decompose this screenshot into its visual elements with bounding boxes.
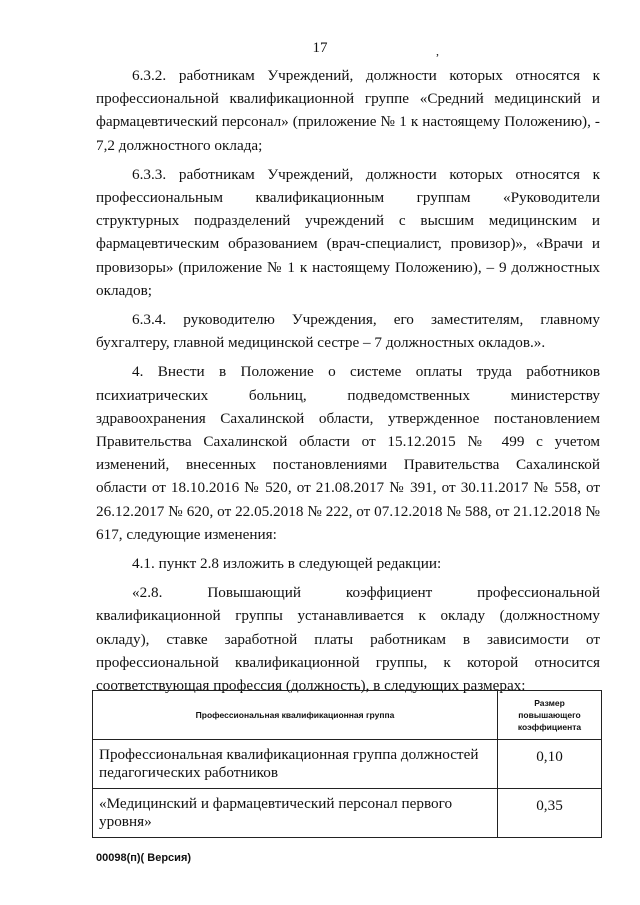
paragraph-6-3-4: 6.3.4. руководителю Учреждения, его заместителям, главному бухгалтеру, главной медицинской сестре – 7 должностных окладов.». xyxy=(96,311,600,352)
table-header-coefficient: Размер повышающего коэффициента xyxy=(498,691,602,740)
paragraph-4: 4. Внести в Положение о системе оплаты труда работников психиатрических больниц, подведомственных министерству здравоохранения Сахалинской области, утвержденное постановлением Правительства Сахалинской области от 15.12.2015 № 499 с учетом изменений, внесенных постановлениями Правительства Сахалинской области от 18.10.2016 № 520, от 21.08.2017 № 391, от 30.11.2017 № 558, от 26.12.2017 № 620, от 22.05.2018 № 222, от 07.12.2018 № 588, от 21.12.2018 № 617, следующие изменения: xyxy=(96,363,600,543)
table-cell-group: Профессиональная квалификационная группа должностей педагогических работников xyxy=(93,740,498,789)
table-cell-coefficient: 0,35 xyxy=(498,789,602,838)
document-footer-code: 00098(п)( Версия) xyxy=(96,852,192,864)
table-header-group: Профессиональная квалификационная группа xyxy=(93,691,498,740)
paragraph-6-3-2: 6.3.2. работникам Учреждений, должности которых относятся к профессиональной квалификационной группе «Средний медицинский и фармацевтический персонал» (приложение № 1 к настоящему Положению), - 7,2 должностного оклада; xyxy=(96,67,600,154)
document-body xyxy=(96,64,600,703)
table-row xyxy=(93,740,602,789)
paragraph-6-3-3: 6.3.3. работникам Учреждений, должности которых относятся к профессиональным квалификационным группам «Руководители структурных подразделений учреждений с высшим медицинским и фармацевтическим образованием (врач-специалист, провизор)», «Врачи и провизоры» (приложение № 1 к настоящему Положению), – 9 должностных окладов; xyxy=(96,165,600,299)
stray-mark: , xyxy=(436,44,439,58)
paragraph-2-8: «2.8. Повышающий коэффициент профессиональной квалификационной группы устанавливается к окладу (должностному окладу), ставке заработной платы работникам в зависимости от профессиональной квалификационной группы, к которой относится соответствующая профессия (должность), в следующих размерах: xyxy=(96,584,600,695)
table-cell-group: «Медицинский и фармацевтический персонал первого уровня» xyxy=(93,789,498,838)
table-cell-coefficient: 0,10 xyxy=(498,740,602,789)
table-header-row xyxy=(93,691,602,740)
paragraph-4-1: 4.1. пункт 2.8 изложить в следующей редакции: xyxy=(132,555,442,573)
coefficient-table xyxy=(92,690,602,838)
page-number: 17 xyxy=(312,40,328,56)
table-row xyxy=(93,789,602,838)
